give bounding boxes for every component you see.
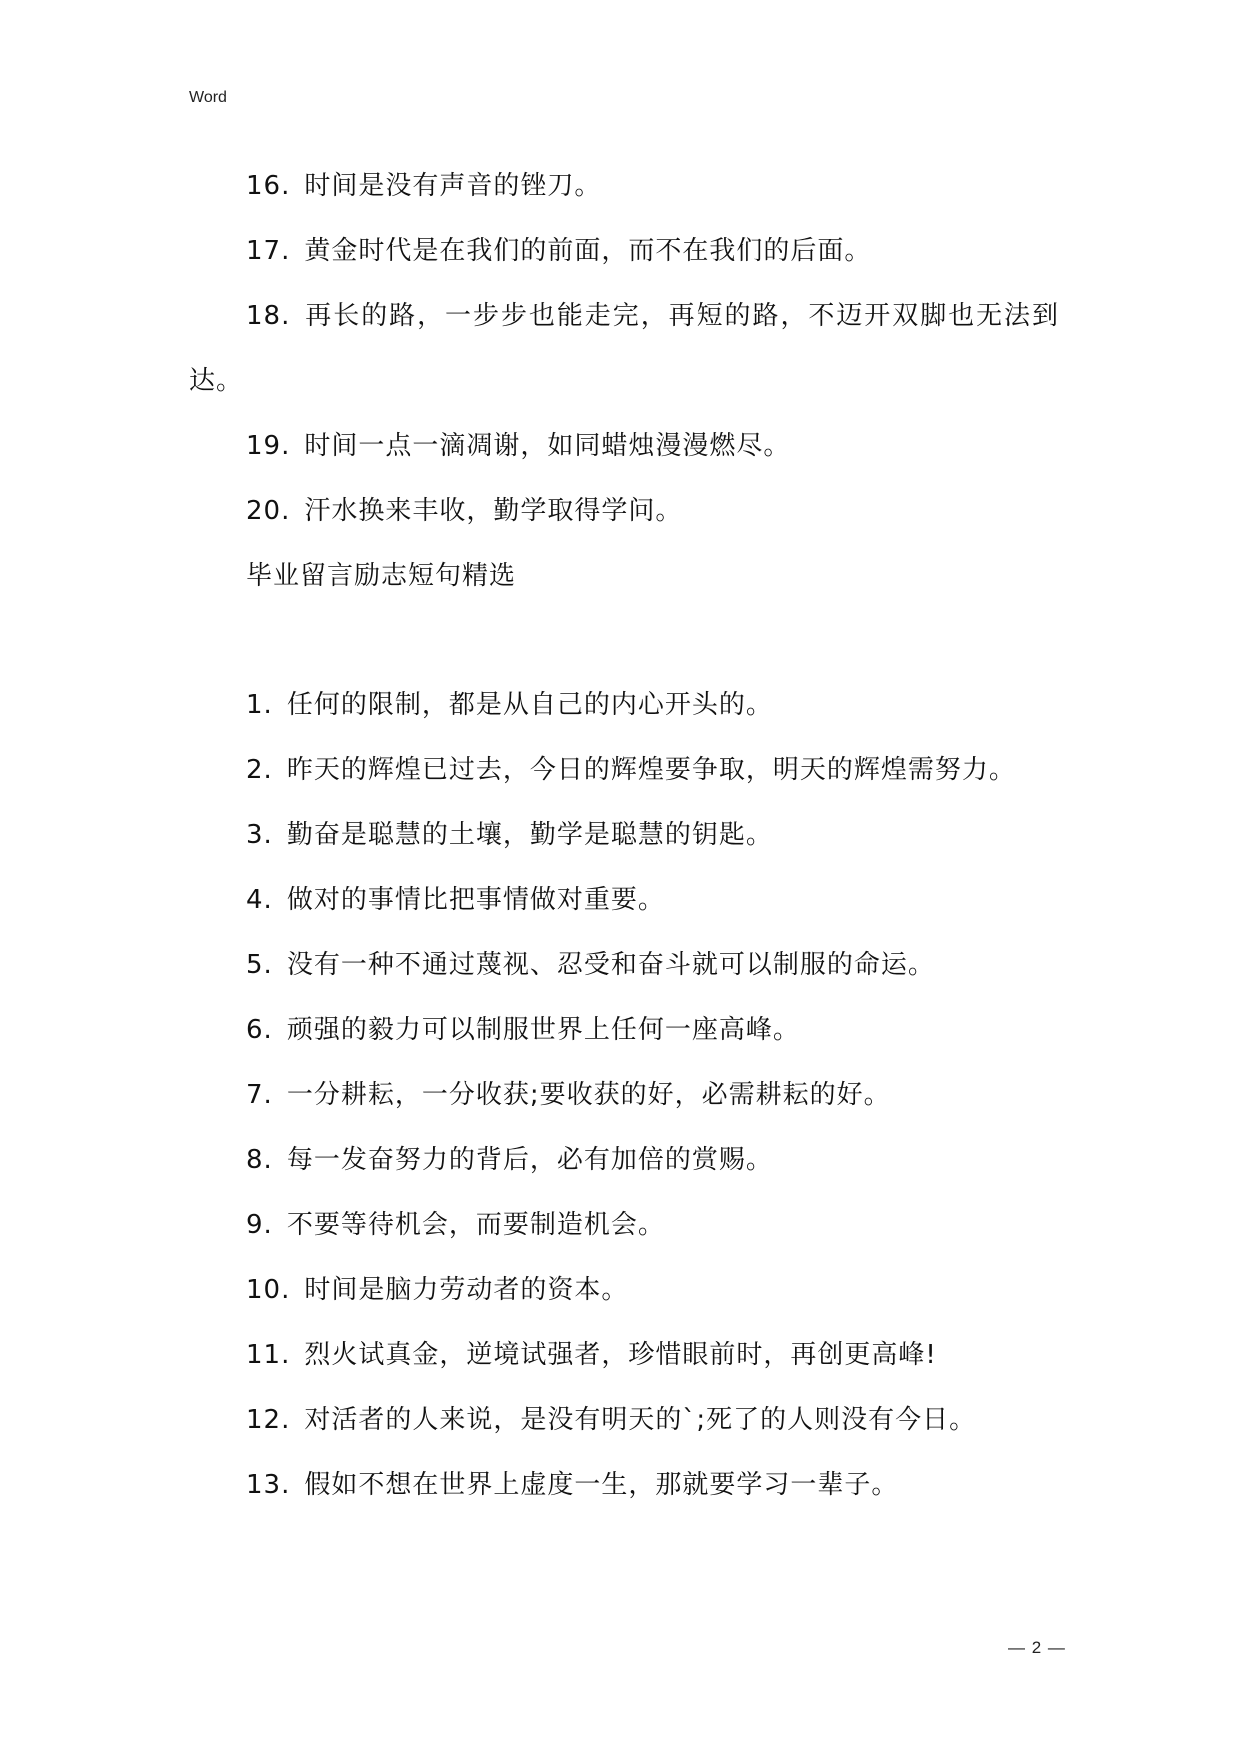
list-item <box>189 414 1059 479</box>
list-item <box>189 1128 1059 1193</box>
list-item <box>189 1453 1059 1518</box>
item-text: 每一发奋努力的背后，必有加倍的赏赐。 <box>286 1145 773 1175</box>
item-text: 勤奋是聪慧的土壤，勤学是聪慧的钥匙。 <box>286 820 773 850</box>
list-item <box>189 1193 1059 1258</box>
item-text: 不要等待机会，而要制造机会。 <box>286 1210 665 1240</box>
list-item <box>189 1258 1059 1323</box>
list-item <box>189 479 1059 544</box>
item-text: 顽强的毅力可以制服世界上任何一座高峰。 <box>286 1015 800 1045</box>
item-text: 昨天的辉煌已过去，今日的辉煌要争取，明天的辉煌需努力。 <box>286 755 1016 785</box>
item-number: 11. <box>246 1340 291 1370</box>
list-item <box>189 933 1059 998</box>
page-number: — 2 — <box>1008 1638 1066 1657</box>
item-text: 黄金时代是在我们的前面，而不在我们的后面。 <box>304 236 872 266</box>
item-number: 2. <box>246 755 273 785</box>
item-number: 8. <box>246 1145 273 1175</box>
item-text: 任何的限制，都是从自己的内心开头的。 <box>286 690 773 720</box>
item-number: 9. <box>246 1210 273 1240</box>
item-number: 16. <box>246 171 291 201</box>
document-body <box>189 154 1059 1518</box>
item-number: 18. <box>246 301 291 331</box>
item-text: 没有一种不通过蔑视、忍受和奋斗就可以制服的命运。 <box>286 950 935 980</box>
list-item <box>189 738 1059 803</box>
item-number: 4. <box>246 885 273 915</box>
item-number: 12. <box>246 1405 291 1435</box>
item-text: 烈火试真金，逆境试强者，珍惜眼前时，再创更高峰! <box>304 1340 937 1370</box>
item-number: 5. <box>246 950 273 980</box>
item-number: 6. <box>246 1015 273 1045</box>
item-text: 时间是没有声音的锉刀。 <box>304 171 602 201</box>
list-item <box>189 998 1059 1063</box>
list-item <box>189 673 1059 738</box>
header-label: Word <box>189 89 227 106</box>
list-item <box>189 284 1059 414</box>
item-number: 20. <box>246 496 291 526</box>
list-item <box>189 1063 1059 1128</box>
list-item <box>189 1388 1059 1453</box>
item-number: 1. <box>246 690 273 720</box>
list-item <box>189 803 1059 868</box>
item-text: 假如不想在世界上虚度一生，那就要学习一辈子。 <box>304 1470 899 1500</box>
list-item <box>189 219 1059 284</box>
item-text: 时间一点一滴凋谢，如同蜡烛漫漫燃尽。 <box>304 431 791 461</box>
item-number: 7. <box>246 1080 273 1110</box>
section-heading: 毕业留言励志短句精选 <box>246 561 517 591</box>
item-number: 19. <box>246 431 291 461</box>
item-text: 一分耕耘，一分收获;要收获的好，必需耕耘的好。 <box>286 1080 891 1110</box>
list-item <box>189 868 1059 933</box>
list-item <box>189 1323 1059 1388</box>
blank-line <box>189 609 1059 673</box>
item-text: 做对的事情比把事情做对重要。 <box>286 885 665 915</box>
item-number: 10. <box>246 1275 291 1305</box>
item-number: 17. <box>246 236 291 266</box>
item-text: 再长的路，一步步也能走完，再短的路，不迈开双脚也无法到达。 <box>189 301 1059 396</box>
item-number: 3. <box>246 820 273 850</box>
item-number: 13. <box>246 1470 291 1500</box>
list-item <box>189 154 1059 219</box>
item-text: 汗水换来丰收，勤学取得学问。 <box>304 496 683 526</box>
item-text: 对活者的人来说，是没有明天的`;死了的人则没有今日。 <box>304 1405 977 1435</box>
item-text: 时间是脑力劳动者的资本。 <box>304 1275 629 1305</box>
